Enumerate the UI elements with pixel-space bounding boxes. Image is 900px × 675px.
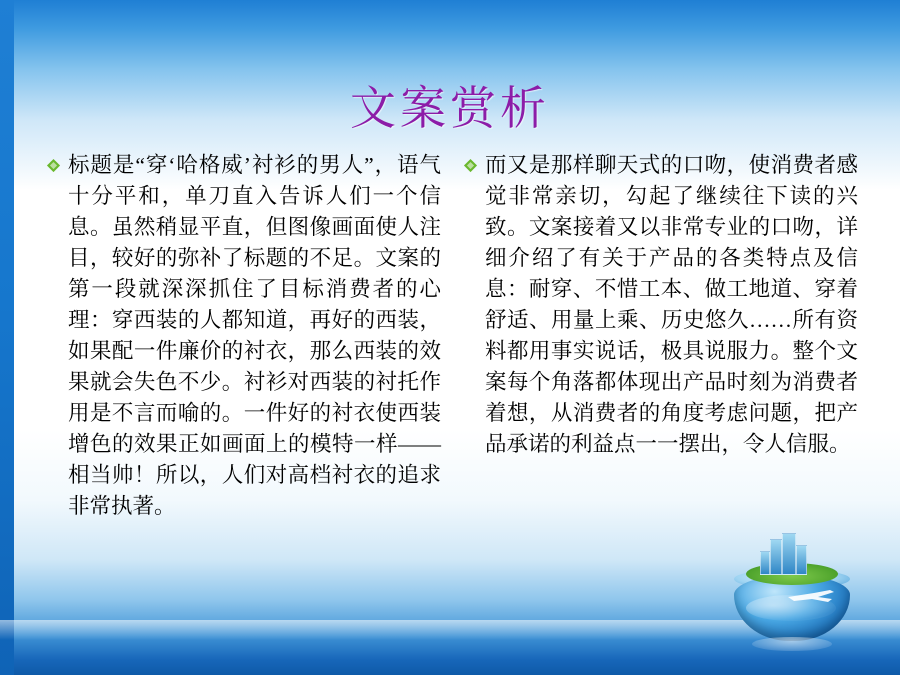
page-title: 文案赏析: [350, 83, 550, 134]
globe-reflection: [752, 637, 832, 651]
bullet-text-left: 标题是“穿‘哈格威’衬衫的男人”，语气十分平和，单刀直入告诉人们一个信息。虽然稍显平直，但图像画面使人注目，较好的弥补了标题的不足。文案的第一段就深深抓住了目标消费者的心理：穿西装的人都知道，再好的西装，如果配一件廉价的衬衣，那么西装的效果就会失色不少。衬衫对西装的衬托作用是不言而喻的。一件好的衬衣使西装增色的效果正如画面上的模特一样——相当帅！所以，人们对高档衬衣的追求非常执著。: [68, 153, 441, 518]
bullet-item-right: [463, 150, 858, 522]
bullet-text-right: 而又是那样聊天式的口吻，使消费者感觉非常亲切，勾起了继续往下读的兴致。文案接着又以非常专业的口吻，详细介绍了有关于产品的各类特点及信息：耐穿、不惜工本、做工地道、穿着舒适、用量上乘、历史悠久……所有资料都用事实说话，极具说服力。整个文案每个角落都体现出产品时刻为消费者着想，从消费者的角度考虑问题，把产品承诺的利益点一一摆出，令人信服。: [485, 153, 858, 456]
building-icon: [796, 545, 807, 575]
content-columns: [46, 150, 866, 522]
bullet-item-left: [46, 150, 441, 522]
airplane-icon: [788, 589, 834, 603]
building-icon: [770, 539, 782, 575]
diamond-bullet-icon: [463, 158, 485, 522]
building-icon: [760, 551, 770, 575]
diamond-bullet-icon: [46, 158, 68, 522]
building-icon: [782, 533, 796, 575]
globe-city-graphic: [726, 533, 858, 653]
